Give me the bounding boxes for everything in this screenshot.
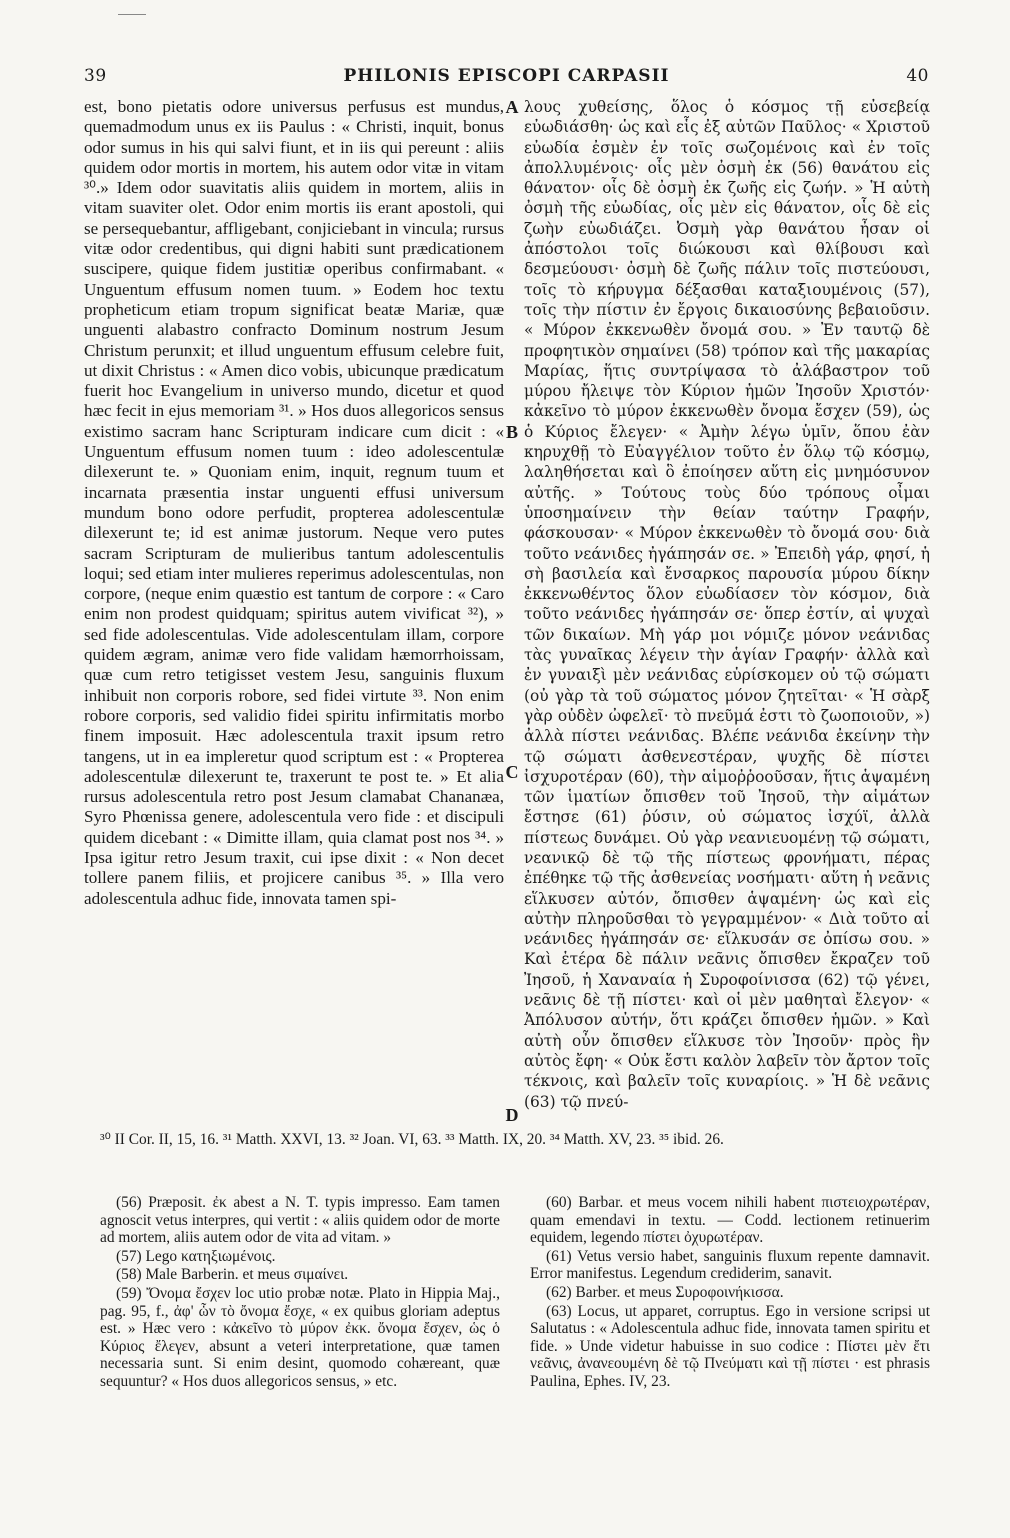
notes-left-column xyxy=(100,1194,500,1392)
note-63: (63) Locus, ut apparet, corruptus. Ego in versione scripsi ut Salutatus : « Adolescentula adhuc fide, innovata tamen spiritu et fide. » Unde videtur habuisse in suo codice : Πίστει μὲν ἔτι νεᾶνις, ἀνανεουμένη δὲ τῷ Πνεύματι καὶ τῇ πίστει · est phrasis Paulina, Ephes. IV, 23. xyxy=(530,1302,930,1390)
running-title: PHILONIS EPISCOPI CARPASII xyxy=(343,66,670,86)
note-60: (60) Barbar. et meus vocem nihili habent πιστειοχρωτέραν, quam emendavi in textu. — Codd. lectionem retinuerim equidem, legendo πίστει ὀχυρωτέραν. xyxy=(530,1194,930,1247)
running-header xyxy=(84,66,929,92)
note-59: (59) Ὄνομα ἔσχεν loc utio probæ notæ. Plato in Hippia Maj., pag. 95, f., ἀφ' ὧν τὸ ὄνομα ἔσχε, « ex quibus gloriam adeptus est. » Hæc vero : κἀκεῖνο τὸ μύρον ἐκκ. ὄνομα ἔσχεν, ὡς ὁ Κύριος ἔλεγεν, absunt a veteri interpretatione, quæ tamen necessaria sunt. Si enim desint, quomodo cohæreant, quæ sequuntur? « Hos duos allegoricos sensus, » etc. xyxy=(100,1284,500,1390)
scripture-references xyxy=(100,1131,930,1149)
note-61: (61) Vetus versio habet, sanguinis fluxum repente damnavit. Error manifestus. Legendum crediderim, sanavit. xyxy=(530,1247,930,1283)
latin-column xyxy=(84,97,504,909)
note-57: (57) Lego κατηξιωμένοις. xyxy=(116,1247,276,1265)
note-62: (62) Barber. et meus Συροφοινήκισσα. xyxy=(546,1283,784,1301)
scan-mark xyxy=(118,14,146,15)
latin-text: est, bono pietatis odore universus perfusus est mundus, quemadmodum unus ex iis Paulus : « Christi, inquit, bonus odor sumus in his qui salvi fiunt, et in iis qui pereunt : aliis quidem odor mortis in mortem, his autem odor vitæ in vitam ³⁰.» Idem odor suavitatis aliis quidem in mortem, aliis in vitam suaviter olet. Odor enim mortis iis erant apostoli, qui se persequebantur, affligebant, conjiciebant in vincula; rursus vitæ odor credentibus, qui digni habiti sunt prædicationem suscipere, quique fidem justitiæ operibus confirmabant. « Unguentum effusum nomen tuum. » Eodem hoc textu propheticum etiam tropum significat beatæ Mariæ, quæ unguenti alabastro confracto Dominum nostrum Jesum Christum perunxit; et illud unguentum effusum celebre fuit, ut dixit Christus : « Amen dico vobis, ubicunque prædicatum fuerit hoc Evangelium in universo mundo, dicetur et quod hæc fecit in ejus memoriam ³¹. » Hos duos allegoricos sensus existimo sacram hanc Scripturam indicare cum dicit : « Unguentum effusum nomen tuum : ideo adolescentulæ dilexerunt te. » Quoniam enim, inquit, regnum tuum et incarnata præsentia instar unguenti effusi universum mundum bono odore perfudit, propterea adolescentulæ dilexerunt te; id est animæ justorum. Neque vero putes sacram Scripturam de mulieribus tantum adolescentulis loqui; sed etiam inter mulieres reperimus adolescentulas, non corpore, (neque enim quæstio est tantum de corpore : « Caro enim non prodest quidquam; spiritus autem vivificat ³²), » sed fide adolescentulas. Vide adolescentulam illam, corpore quidem ægram, animæ vero fide validam hæmorrhoissam, quæ cum retro tetigisset vestem Jesu, sanguinis fluxum inhibuit non corporis robore, sed fidei virtute ³³. Non enim robore corporis, sed validio fidei spiritu infirmitatis morbo finem imposuit. Hæc adolescentula traxit ipsum retro tangens, ut in ea impleretur quod scriptum est : « Propterea adolescentulæ dilexerunt te, traxerunt te post te. » Et alia rursus adolescentula retro post Jesum clamabat Chananæa, Syro Phœnissa genere, adolescentula vero fide : et discipuli quidem dicebant : « Dimitte illam, quia clamat post nos ³⁴. » Ipsa igitur retro Jesum traxit, cui ipse dixit : « Non decet tollere panem filiis, et projicere canibus ³⁵. » Illa vero adolescentula adhuc fide, innovata tamen spi- xyxy=(84,97,504,908)
note-58: (58) Male Barberin. et meus σιμαίνει. xyxy=(116,1266,349,1284)
page-number-right: 40 xyxy=(906,66,929,86)
greek-text: λους χυθείσης, ὅλος ὁ κόσμος τῇ εὐσεβείᾳ εὐωδιάσθη· ὡς καὶ εἷς ἐξ αὐτῶν Παῦλος· « Χριστοῦ εὐωδία ἐσμὲν ἐν τοῖς σωζομένοις καὶ ἐν τοῖς ἀπολλυμένοις· οἷς μὲν ὀσμὴ ἐκ (56) θανάτου εἰς θάνατον· οἷς δὲ ὀσμὴ ἐκ ζωῆς εἰς ζωήν. » Ἡ αὐτὴ ὀσμὴ τῆς εὐωδίας, οἷς μὲν εἰς θάνατον, οἷς δὲ εἰς ζωὴν εὐωδιάζει. Ὀσμὴ γὰρ θανάτου ἦσαν οἱ ἀπόστολοι τοῖς διώκουσι καὶ θλίβουσι καὶ δεσμεύουσι· ὀσμὴ δὲ ζωῆς πάλιν τοῖς πιστεύουσι, τοῖς τὸ κήρυγμα δέξασθαι καταξιουμένοις (57), τοῖς τὴν πίστιν ἐν ἔργοις δικαιοσύνης βεβαιοῦσιν. « Μύρον ἐκκενωθὲν ὄνομά σου. » Ἐν ταυτῷ δὲ προφητικὸν σημαίνει (58) τρόπον καὶ τῆς μακαρίας Μαρίας, ἥτις συντρίψασα τὸ ἀλάβαστρον τοῦ μύρου ἤλειψε τὸν Κύριον ἡμῶν Ἰησοῦν Χριστόν· κἀκεῖνο τὸ μύρον ἐκκενωθὲν ὄνομα ἔσχεν (59), ὡς ὁ Κύριος ἔλεγεν· « Ἀμὴν λέγω ὑμῖν, ὅπου ἐὰν κηρυχθῇ τὸ Εὐαγγέλιον τοῦτο ἐν ὅλῳ τῷ κόσμῳ, λαληθήσεται καὶ ὃ ἐποίησεν αὕτη εἰς μνημόσυνον αὐτῆς. » Τούτους τοὺς δύο τρόπους οἶμαι ὑποσημαίνειν τὴν θείαν ταύτην Γραφήν, φάσκουσαν· « Μύρον ἐκκενωθὲν τὸ ὄνομά σου· διὰ τοῦτο νεάνιδες ἠγάπησάν σε. » Ἐπειδὴ γάρ, φησί, ἡ σὴ βασιλεία καὶ ἔνσαρκος παρουσία μύρου δίκην ἐκκενωθέντος ὅλον εὐωδίασεν τὸν κόσμον, διὰ τοῦτο νεάνιδες ἠγάπησάν σε· ὅπερ ἐστίν, αἱ ψυχαὶ τῶν δικαίων. Μὴ γάρ μοι νόμιζε μόνον νεάνιδας τὰς γυναῖκας λέγειν τὴν ἁγίαν Γραφήν· ἀλλὰ καὶ ἐν γυναιξὶ μὲν νεάνιδας εὑρίσκομεν οὐ τῷ σώματι (οὐ γὰρ τὰ τοῦ σώματος μόνον ζητεῖται· « Ἡ σὰρξ γὰρ οὐδὲν ὠφελεῖ· τὸ πνεῦμά ἐστι τὸ ζωοποιοῦν, ») ἀλλὰ πίστει νεάνιδας. Βλέπε νεάνιδα ἐκείνην τὴν τῷ σώματι ἀσθενεστέραν, ψυχῆς δὲ πίστει ἰσχυροτέραν (60), τὴν αἱμοῤῥοοῦσαν, ἥτις ἁψαμένη τῶν ἱματίων ὄπισθεν τοῦ Ἰησοῦ, τὴν αἱμάτων ἔστησε (61) ῥύσιν, οὐ σώματος ἰσχύϊ, ἀλλὰ πίστεως δυνάμει. Οὐ γὰρ νεανιευομένῃ τῷ σώματι, νεανικῷ δὲ τῷ τῆς πίστεως φρονήματι, πέρας ἐπέθηκε τῷ τῆς ἀσθενείας νοσήματι· αὕτη ἡ νεᾶνις εἵλκυσεν αὐτόν, ὄπισθεν ἁψαμένη· ὡς καὶ εἰς αὐτὴν πληροῦσθαι τὸ γεγραμμένον· « Διὰ τοῦτο αἱ νεάνιδες ἠγάπησάν σε· εἵλκυσάν σε ὀπίσω σου. » Καὶ ἑτέρα δὲ πάλιν νεᾶνις ὄπισθεν ἔκραζεν τοῦ Ἰησοῦ, ἡ Χαναναία ἡ Συροφοίνισσα (62) τῷ γένει, νεᾶνις δὲ τῇ πίστει· καὶ οἱ μὲν μαθηταὶ ἔλεγον· « Ἀπόλυσον αὐτήν, ὅτι κράζει ὄπισθεν ἡμῶν. » Καὶ αὐτὴ οὖν ὄπισθεν εἵλκυσε τὸν Ἰησοῦν· πρὸς ἣν αὐτὸς ἔφη· « Οὐκ ἔστι καλὸν λαβεῖν τὸν ἄρτον τοῖς τέκνοις, καὶ βαλεῖν τοῖς κυναρίοις. » Ἡ δὲ νεᾶνις (63) τῷ πνεύ- xyxy=(524,98,930,1111)
column-marker-a: A xyxy=(505,97,519,117)
references-text: ³⁰ II Cor. II, 15, 16. ³¹ Matth. XXVI, 13. ³² Joan. VI, 63. ³³ Matth. IX, 20. ³⁴ Matth. XV, 23. ³⁵ ibid. 26. xyxy=(100,1131,724,1148)
column-marker-c: C xyxy=(505,762,519,782)
notes-right-column xyxy=(530,1194,930,1392)
column-marker-b: B xyxy=(505,422,518,442)
note-56: (56) Præposit. ἐκ abest a N. T. typis impresso. Eam tamen agnoscit vetus interpres, qui vertit : « aliis quidem odor de morte ad mortem, aliis autem odor de vita ad vitam. » xyxy=(100,1194,500,1247)
column-marker-d: D xyxy=(505,1105,519,1125)
page-number-left: 39 xyxy=(84,66,107,86)
greek-column xyxy=(524,97,930,1112)
